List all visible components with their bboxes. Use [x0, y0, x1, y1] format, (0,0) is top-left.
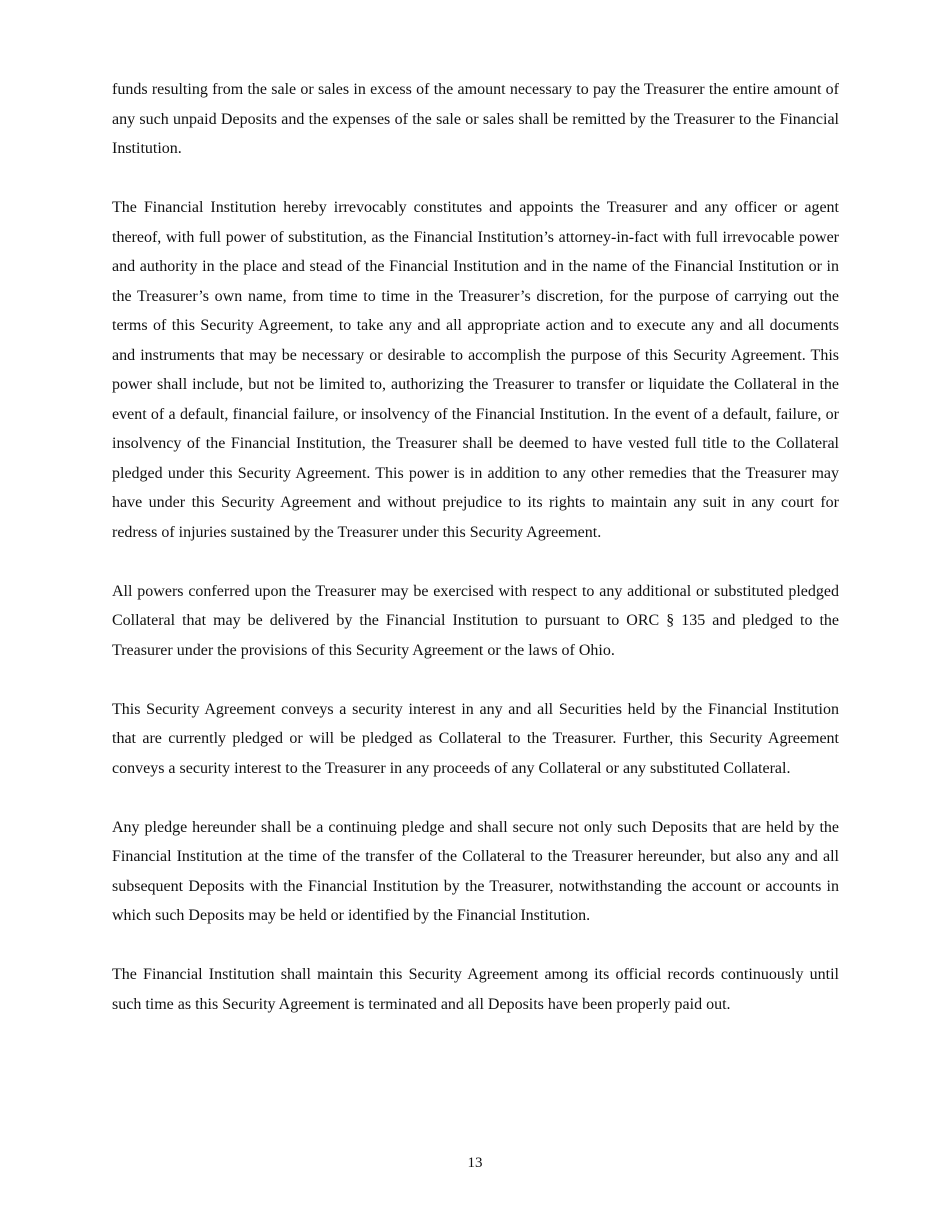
page-number: 13	[467, 1155, 483, 1171]
paragraph-attorney-in-fact: The Financial Institution hereby irrevocably constitutes and appoints the Treasurer and any officer or agent thereof, with full power of substitution, as the Financial Institution’s attorney-in-fact with full irrevocable power and authority in the place and stead of the Financial Institution and in the name of the Financial Institution or in the Treasurer’s own name, from time to time in the Treasurer’s discretion, for the purpose of carrying out the terms of this Security Agreement, to take any and all appropriate action and to execute any and all documents and instruments that may be necessary or desirable to accomplish the purpose of this Security Agreement. This power shall include, but not be limited to, authorizing the Treasurer to transfer or liquidate the Collateral in the event of a default, financial failure, or insolvency of the Financial Institution. In the event of a default, failure, or insolvency of the Financial Institution, the Treasurer shall be deemed to have vested full title to the Collateral pledged under this Security Agreement. This power is in addition to any other remedies that the Treasurer may have under this Security Agreement and without prejudice to its rights to maintain any suit in any court for redress of injuries sustained by the Treasurer under this Security Agreement.	[112, 199, 839, 541]
document-body	[112, 75, 839, 1049]
paragraph-security-interest: This Security Agreement conveys a security interest in any and all Securities held by the Financial Institution that are currently pledged or will be pledged as Collateral to the Treasurer. Further, this Security Agreement conveys a security interest to the Treasurer in any proceeds of any Collateral or any substituted Collateral.	[112, 700, 839, 777]
paragraph-official-records: The Financial Institution shall maintain this Security Agreement among its official records continuously until such time as this Security Agreement is terminated and all Deposits have been properly paid out.	[112, 966, 839, 1013]
paragraph-powers-conferred: All powers conferred upon the Treasurer may be exercised with respect to any additional or substituted pledged Collateral that may be delivered by the Financial Institution to pursuant to ORC § 135 and pledged to the Treasurer under the provisions of this Security Agreement or the laws of Ohio.	[112, 582, 839, 659]
paragraph-continuing-pledge: Any pledge hereunder shall be a continuing pledge and shall secure not only such Deposits that are held by the Financial Institution at the time of the transfer of the Collateral to the Treasurer hereunder, but also any and all subsequent Deposits with the Financial Institution by the Treasurer, notwithstanding the account or accounts in which such Deposits may be held or identified by the Financial Institution.	[112, 818, 839, 924]
paragraph-sale-proceeds: funds resulting from the sale or sales in excess of the amount necessary to pay the Treasurer the entire amount of any such unpaid Deposits and the expenses of the sale or sales shall be remitted by the Treasurer to the Financial Institution.	[112, 81, 839, 157]
